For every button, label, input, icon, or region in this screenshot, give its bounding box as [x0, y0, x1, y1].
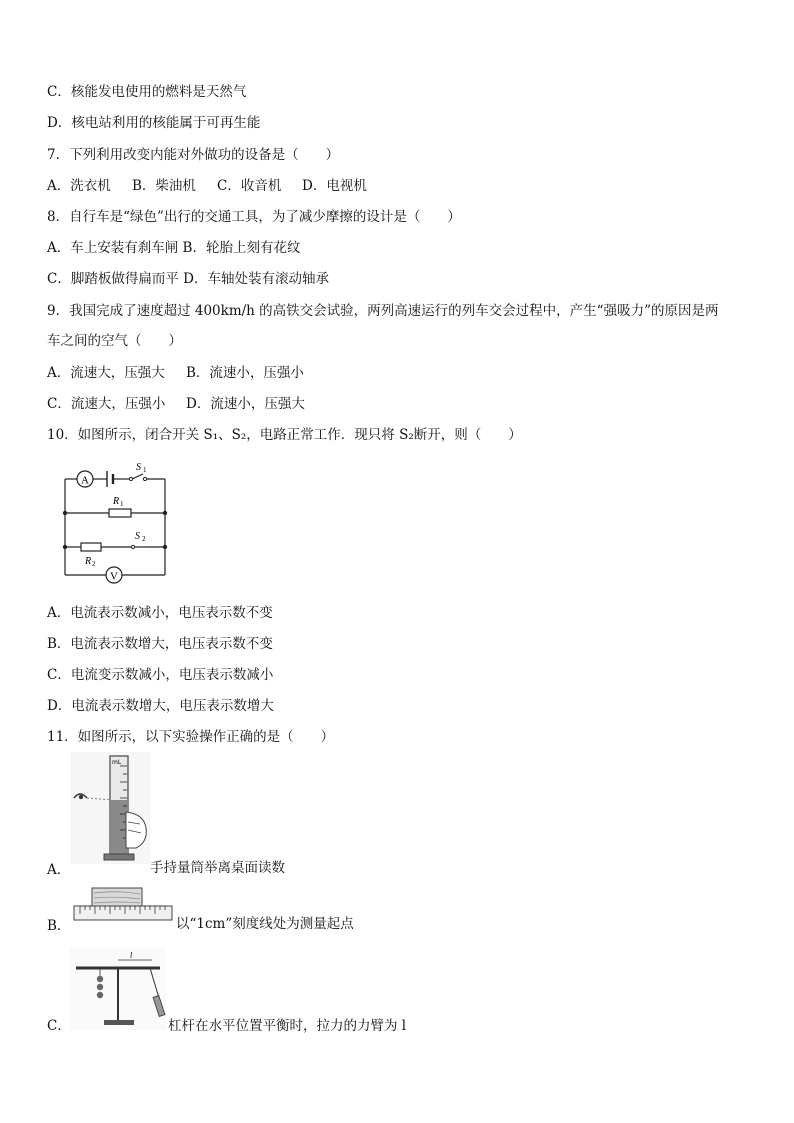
option-b: B．流速小，压强小: [186, 365, 304, 381]
option-b-text: 以“1cm”刻度线处为测量起点: [176, 916, 354, 932]
ruler-icon: [74, 906, 172, 920]
option-a-text: 手持量筒举离桌面读数: [150, 860, 285, 876]
switch-s1-label: S: [136, 462, 141, 473]
resistor-r2-subscript: 2: [92, 560, 96, 568]
lever-figure: [70, 948, 166, 1030]
ammeter-symbol: A: [81, 474, 89, 487]
option-c: C．收音机: [217, 178, 282, 194]
question-11-stem: 11．如图所示，以下实验操作正确的是（ ）: [47, 729, 335, 745]
question-8-options-ab: A．车上安装有刹车闸 B．轮胎上刻有花纹: [47, 240, 301, 256]
switch-s2-subscript: 2: [142, 535, 146, 543]
resistor-r1-label: R: [113, 496, 120, 507]
cylinder-unit-label: mL: [112, 759, 122, 766]
option-d-nuclear: D．核电站利用的核能属于可再生能: [47, 115, 261, 131]
question-9-stem-line1: 9．我国完成了速度超过 400km/h 的高铁交会试验，两列高速运行的列车交会过程中，产生“强吸力”的原因是两: [47, 303, 719, 319]
option-d: D．流速小，压强大: [186, 396, 305, 412]
option-d: D．电流表示数增大，电压表示数增大: [47, 698, 274, 714]
voltmeter-symbol: V: [110, 570, 118, 583]
question-8-options-cd: C．脚踏板做得扁而平 D．车轴处装有滚动轴承: [47, 271, 329, 287]
switch-s1-subscript: 1: [143, 466, 147, 474]
option-b: B．电流表示数增大，电压表示数不变: [47, 636, 273, 652]
resistor-r2-label: R: [85, 556, 92, 567]
weight-icon: [97, 976, 103, 982]
graduated-cylinder-figure: [70, 752, 150, 864]
option-c-label: C．: [47, 1018, 71, 1034]
option-c-nuclear: C．核能发电使用的燃料是天然气: [47, 84, 247, 100]
ruler-figure: [70, 884, 174, 932]
resistor-r1-icon: [109, 509, 131, 517]
switch-s2-label: S: [135, 531, 140, 542]
option-a: A．洗衣机: [47, 178, 111, 194]
question-10-stem: 10．如图所示，闭合开关 S₁、S₂，电路正常工作．现只将 S₂断开，则（ ）: [47, 427, 522, 443]
lever-arm-label: l: [130, 951, 133, 960]
option-a-label: A．: [47, 862, 71, 878]
option-c: C．流速大，压强小: [47, 396, 166, 412]
question-7-stem: 7．下列利用改变内能对外做功的设备是（ ）: [47, 147, 340, 163]
question-7-options: [47, 176, 367, 196]
question-9-options-cd: [47, 394, 305, 414]
resistor-r2-icon: [81, 543, 101, 551]
option-c: C．电流变示数减小，电压表示数减小: [47, 667, 274, 683]
option-b-label: B．: [47, 918, 71, 934]
option-b: B．柴油机: [132, 178, 196, 194]
option-a: A．流速大，压强大: [47, 365, 165, 381]
question-8-stem: 8．自行车是“绿色”出行的交通工具，为了减少摩擦的设计是（ ）: [47, 209, 461, 225]
resistor-r1-subscript: 1: [120, 500, 124, 508]
question-9-stem-line2: 车之间的空气（ ）: [47, 333, 182, 349]
option-d: D．电视机: [302, 178, 367, 194]
circuit-diagram: [47, 453, 177, 591]
option-c-text: 杠杆在水平位置平衡时，拉力的力臂为 l: [168, 1018, 407, 1034]
question-9-options-ab: [47, 363, 304, 383]
option-a: A．电流表示数减小，电压表示数不变: [47, 605, 273, 621]
